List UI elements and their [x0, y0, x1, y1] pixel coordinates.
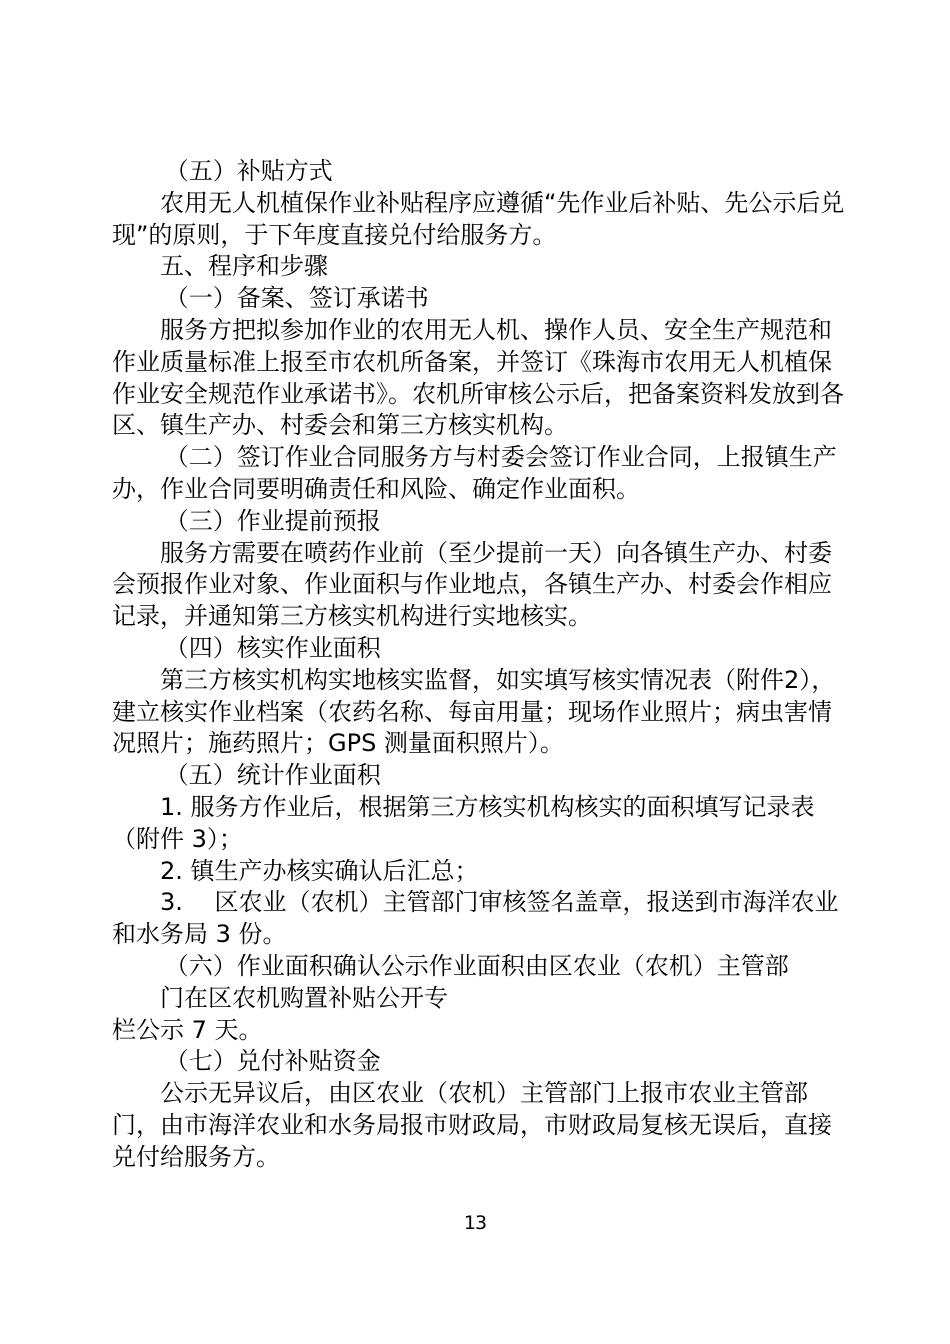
paragraph-continuation: 门在区农机购置补贴公开专 — [160, 983, 448, 1012]
subsection-heading: （六）作业面积确认公示作业面积由区农业（农机）主管部 — [164, 951, 789, 980]
paragraph: 服务方需要在喷药作业前（至少提前一天）向各镇生产办、村委会预报作业对象、作业面积与作业地点，各镇生产办、村委会作相应记录，并通知第三方核实机构进行实地核实。 — [112, 538, 832, 631]
list-item: 3. 区农业（农机）主管部门审核签名盖章，报送到市海洋农业和水务局 3 份。 — [112, 888, 839, 949]
subsection-heading: （二）签订作业合同服务方与村委会签订作业合同，上报镇生产办，作业合同要明确责任和风险、确定作业面积。 — [112, 443, 837, 503]
page-number: 13 — [463, 1212, 487, 1234]
section-heading-subsidy-method: （五）补贴方式 — [164, 157, 333, 185]
subsection-heading: （七）兑付补贴资金 — [164, 1047, 381, 1076]
paragraph: 第三方核实机构实地核实监督，如实填写核实情况表（附件2），建立核实作业档案（农药名称、每亩用量；现场作业照片；病虫害情况照片；施药照片；GPS 测量面积照片）。 — [112, 665, 836, 758]
subsection-heading: （三）作业提前预报 — [164, 506, 381, 535]
paragraph: 公示无异议后，由区农业（农机）主管部门上报市农业主管部门，由市海洋农业和水务局报市财政局，市财政局复核无误后，直接兑付给服务方。 — [112, 1079, 832, 1171]
list-item: 2. 镇生产办核实确认后汇总； — [160, 856, 479, 885]
paragraph-continuation: 栏公示 7 天。 — [112, 1015, 263, 1044]
subsection-heading: （五）统计作业面积 — [164, 761, 381, 790]
list-item: 1. 服务方作业后，根据第三方核实机构核实的面积填写记录表（附件 3）； — [112, 792, 815, 853]
paragraph: 农用无人机植保作业补贴程序应遵循“先作业后补贴、先公示后兑现”的原则，于下年度直接兑付给服务方。 — [112, 188, 845, 249]
paragraph: 服务方把拟参加作业的农用无人机、操作人员、安全生产规范和作业质量标准上报至市农机所备案，并签订《珠海市农用无人机植保作业安全规范作业承诺书》。农机所审核公示后，把备案资料发放到各区、镇生产办、村委会和第三方核实机构。 — [112, 315, 844, 440]
section-heading-procedure: 五、程序和步骤 — [160, 252, 328, 281]
subsection-heading: （一）备案、签订承诺书 — [164, 284, 429, 313]
subsection-heading: （四）核实作业面积 — [164, 633, 381, 662]
